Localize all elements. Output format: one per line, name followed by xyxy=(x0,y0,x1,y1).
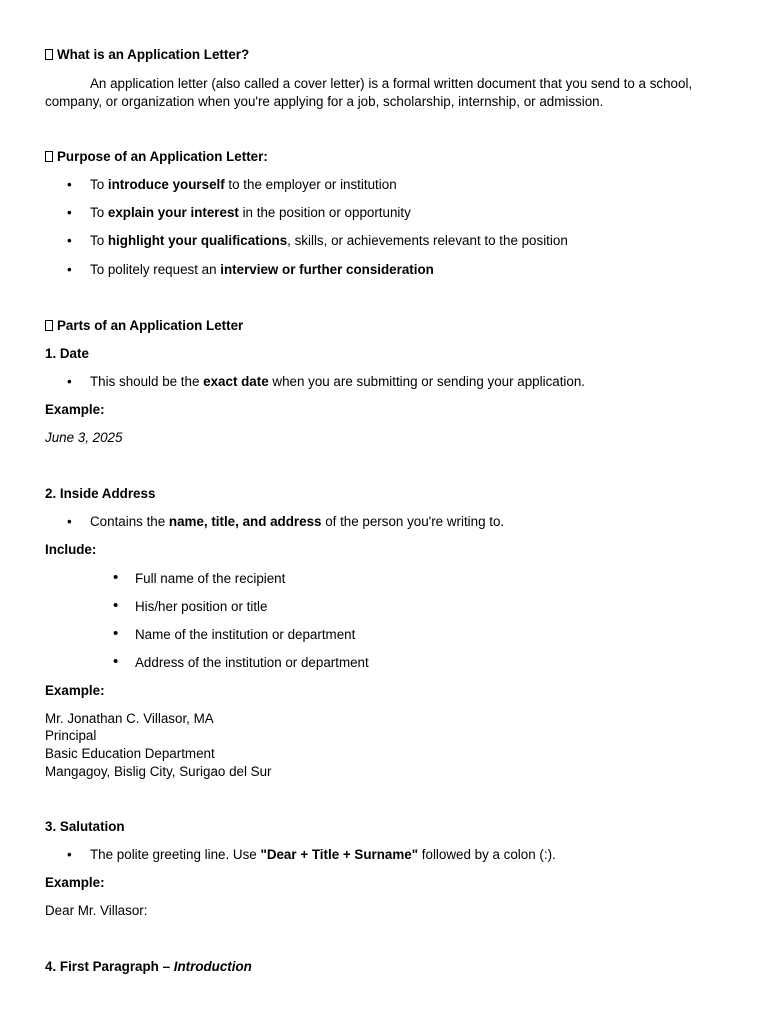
purpose-item: • To politely request an interview or further consideration xyxy=(67,262,434,277)
include-item: • Name of the institution or department xyxy=(113,625,356,642)
missing-glyph-icon xyxy=(45,320,53,331)
parts-heading: Parts of an Application Letter xyxy=(45,317,243,334)
section-title-salutation: 3. Salutation xyxy=(45,819,125,834)
address-line: Principal xyxy=(45,728,97,743)
purpose-item: • To highlight your qualifications, skills, or achievements relevant to the position xyxy=(67,233,568,248)
include-item: • Full name of the recipient xyxy=(113,569,286,586)
what-paragraph: An application letter (also called a cover letter) is a formal written document that you send to a school, company, or organization when you're applying for a job, scholarship, internship, or admission. xyxy=(45,76,693,109)
date-bullet: • This should be the exact date when you are submitting or sending your application. xyxy=(67,374,586,389)
missing-glyph-icon xyxy=(45,151,53,162)
date-example: June 3, 2025 xyxy=(45,430,123,445)
section-title-first-paragraph: 4. First Paragraph – Introduction xyxy=(45,959,252,974)
section-title-inside-address: 2. Inside Address xyxy=(45,486,156,501)
address-line: Mr. Jonathan C. Villasor, MA xyxy=(45,711,214,726)
purpose-item: • To explain your interest in the position or opportunity xyxy=(67,205,411,220)
address-line: Mangagoy, Bislig City, Surigao del Sur xyxy=(45,764,272,779)
include-item: • His/her position or title xyxy=(113,597,268,614)
address-line: Basic Education Department xyxy=(45,746,215,761)
inside-address-bullet: • Contains the name, title, and address of the person you're writing to. xyxy=(67,514,505,529)
date-example-label: Example: xyxy=(45,402,105,417)
what-heading: What is an Application Letter? xyxy=(45,46,249,63)
missing-glyph-icon xyxy=(45,49,53,60)
salutation-example: Dear Mr. Villasor: xyxy=(45,903,148,918)
purpose-item: • To introduce yourself to the employer or institution xyxy=(67,177,397,192)
salutation-example-label: Example: xyxy=(45,875,105,890)
purpose-heading: Purpose of an Application Letter: xyxy=(45,148,268,165)
inside-address-example-label: Example: xyxy=(45,683,105,698)
include-label: Include: xyxy=(45,542,97,557)
salutation-bullet: • The polite greeting line. Use "Dear + Title + Surname" followed by a colon (:). xyxy=(67,847,556,862)
section-title-date: 1. Date xyxy=(45,346,89,361)
include-item: • Address of the institution or department xyxy=(113,653,369,670)
